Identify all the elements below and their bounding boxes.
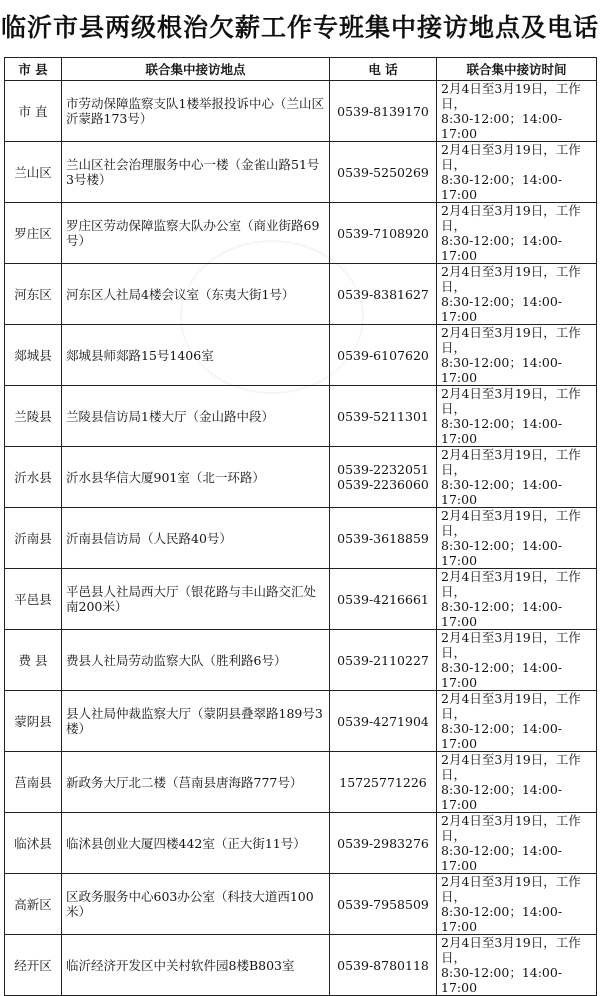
table-row bbox=[5, 813, 597, 874]
address-cell: 罗庄区劳动保障监察大队办公室（商业街路69号） bbox=[62, 203, 330, 264]
address-cell: 新政务大厅北二楼（莒南县唐海路777号） bbox=[62, 752, 330, 813]
phone-cell: 0539-5250269 bbox=[330, 142, 437, 203]
phone-cell: 0539-3618859 bbox=[330, 508, 437, 569]
phone-cell: 0539-6107620 bbox=[330, 325, 437, 386]
table-row bbox=[5, 752, 597, 813]
address-cell: 兰陵县信访局1楼大厅（金山路中段） bbox=[62, 386, 330, 447]
time-cell: 2月4日至3月19日，工作日， 8:30-12:00；14:00-17:00 bbox=[437, 508, 597, 569]
phone-cell: 0539-4216661 bbox=[330, 569, 437, 630]
phone-cell: 0539-8139170 bbox=[330, 81, 437, 142]
phone-cell: 0539-8780118 bbox=[330, 935, 437, 996]
address-cell: 费县人社局劳动监察大队（胜利路6号） bbox=[62, 630, 330, 691]
table-row bbox=[5, 264, 597, 325]
county-cell: 沂南县 bbox=[5, 508, 62, 569]
address-cell: 兰山区社会治理服务中心一楼（金雀山路51号3号楼） bbox=[62, 142, 330, 203]
time-cell: 2月4日至3月19日，工作日， 8:30-12:00；14:00-17:00 bbox=[437, 569, 597, 630]
county-cell: 沂水县 bbox=[5, 447, 62, 508]
table-row bbox=[5, 447, 597, 508]
phone-cell: 0539-2232051 0539-2236060 bbox=[330, 447, 437, 508]
time-cell: 2月4日至3月19日，工作日， 8:30-12:00；14:00-17:00 bbox=[437, 813, 597, 874]
time-cell: 2月4日至3月19日，工作日， 8:30-12:00；14:00-17:00 bbox=[437, 325, 597, 386]
table-row bbox=[5, 325, 597, 386]
table-row bbox=[5, 508, 597, 569]
phone-cell: 15725771226 bbox=[330, 752, 437, 813]
reception-table bbox=[4, 57, 597, 996]
county-cell: 河东区 bbox=[5, 264, 62, 325]
table-row bbox=[5, 691, 597, 752]
time-cell: 2月4日至3月19日，工作日， 8:30-12:00；14:00-17:00 bbox=[437, 691, 597, 752]
table-row bbox=[5, 142, 597, 203]
phone-cell: 0539-7108920 bbox=[330, 203, 437, 264]
table-row bbox=[5, 630, 597, 691]
time-cell: 2月4日至3月19日，工作日， 8:30-12:00；14:00-17:00 bbox=[437, 203, 597, 264]
header-county: 市 县 bbox=[5, 58, 62, 81]
county-cell: 临沭县 bbox=[5, 813, 62, 874]
county-cell: 兰陵县 bbox=[5, 386, 62, 447]
address-cell: 沂南县信访局（人民路40号） bbox=[62, 508, 330, 569]
table-row bbox=[5, 81, 597, 142]
table-row bbox=[5, 935, 597, 996]
phone-cell: 0539-7958509 bbox=[330, 874, 437, 935]
address-cell: 临沂经济开发区中关村软件园8楼B803室 bbox=[62, 935, 330, 996]
time-cell: 2月4日至3月19日，工作日， 8:30-12:00；14:00-17:00 bbox=[437, 142, 597, 203]
phone-cell: 0539-5211301 bbox=[330, 386, 437, 447]
table-header-row bbox=[5, 58, 597, 81]
time-cell: 2月4日至3月19日，工作日， 8:30-12:00；14:00-17:00 bbox=[437, 81, 597, 142]
phone-cell: 0539-2110227 bbox=[330, 630, 437, 691]
county-cell: 高新区 bbox=[5, 874, 62, 935]
county-cell: 兰山区 bbox=[5, 142, 62, 203]
time-cell: 2月4日至3月19日，工作日， 8:30-12:00；14:00-17:00 bbox=[437, 935, 597, 996]
phone-cell: 0539-4271904 bbox=[330, 691, 437, 752]
header-address: 联合集中接访地点 bbox=[62, 58, 330, 81]
county-cell: 莒南县 bbox=[5, 752, 62, 813]
address-cell: 平邑县人社局西大厅（银花路与丰山路交汇处南200米） bbox=[62, 569, 330, 630]
time-cell: 2月4日至3月19日，工作日， 8:30-12:00；14:00-17:00 bbox=[437, 630, 597, 691]
phone-cell: 0539-2983276 bbox=[330, 813, 437, 874]
phone-cell: 0539-8381627 bbox=[330, 264, 437, 325]
time-cell: 2月4日至3月19日，工作日， 8:30-12:00；14:00-17:00 bbox=[437, 386, 597, 447]
time-cell: 2月4日至3月19日，工作日， 8:30-12:00；14:00-17:00 bbox=[437, 447, 597, 508]
table-row bbox=[5, 203, 597, 264]
county-cell: 经开区 bbox=[5, 935, 62, 996]
county-cell: 平邑县 bbox=[5, 569, 62, 630]
address-cell: 市劳动保障监察支队1楼举报投诉中心（兰山区沂蒙路173号） bbox=[62, 81, 330, 142]
address-cell: 县人社局仲裁监察大厅（蒙阴县叠翠路189号3楼） bbox=[62, 691, 330, 752]
address-cell: 河东区人社局4楼会议室（东夷大街1号） bbox=[62, 264, 330, 325]
table-row bbox=[5, 569, 597, 630]
address-cell: 区政务服务中心603办公室（科技大道西100米） bbox=[62, 874, 330, 935]
table-row bbox=[5, 386, 597, 447]
address-cell: 郯城县师郯路15号1406室 bbox=[62, 325, 330, 386]
page-title: 临沂市县两级根治欠薪工作专班集中接访地点及电话 bbox=[0, 13, 599, 42]
time-cell: 2月4日至3月19日，工作日， 8:30-12:00；14:00-17:00 bbox=[437, 874, 597, 935]
table-row bbox=[5, 874, 597, 935]
address-cell: 沂水县华信大厦901室（北一环路） bbox=[62, 447, 330, 508]
header-phone: 电 话 bbox=[330, 58, 437, 81]
time-cell: 2月4日至3月19日，工作日， 8:30-12:00；14:00-17:00 bbox=[437, 264, 597, 325]
county-cell: 罗庄区 bbox=[5, 203, 62, 264]
time-cell: 2月4日至3月19日，工作日， 8:30-12:00；14:00-17:00 bbox=[437, 752, 597, 813]
county-cell: 市 直 bbox=[5, 81, 62, 142]
county-cell: 蒙阴县 bbox=[5, 691, 62, 752]
county-cell: 郯城县 bbox=[5, 325, 62, 386]
header-time: 联合集中接访时间 bbox=[437, 58, 597, 81]
address-cell: 临沭县创业大厦四楼442室（正大街11号） bbox=[62, 813, 330, 874]
county-cell: 费 县 bbox=[5, 630, 62, 691]
